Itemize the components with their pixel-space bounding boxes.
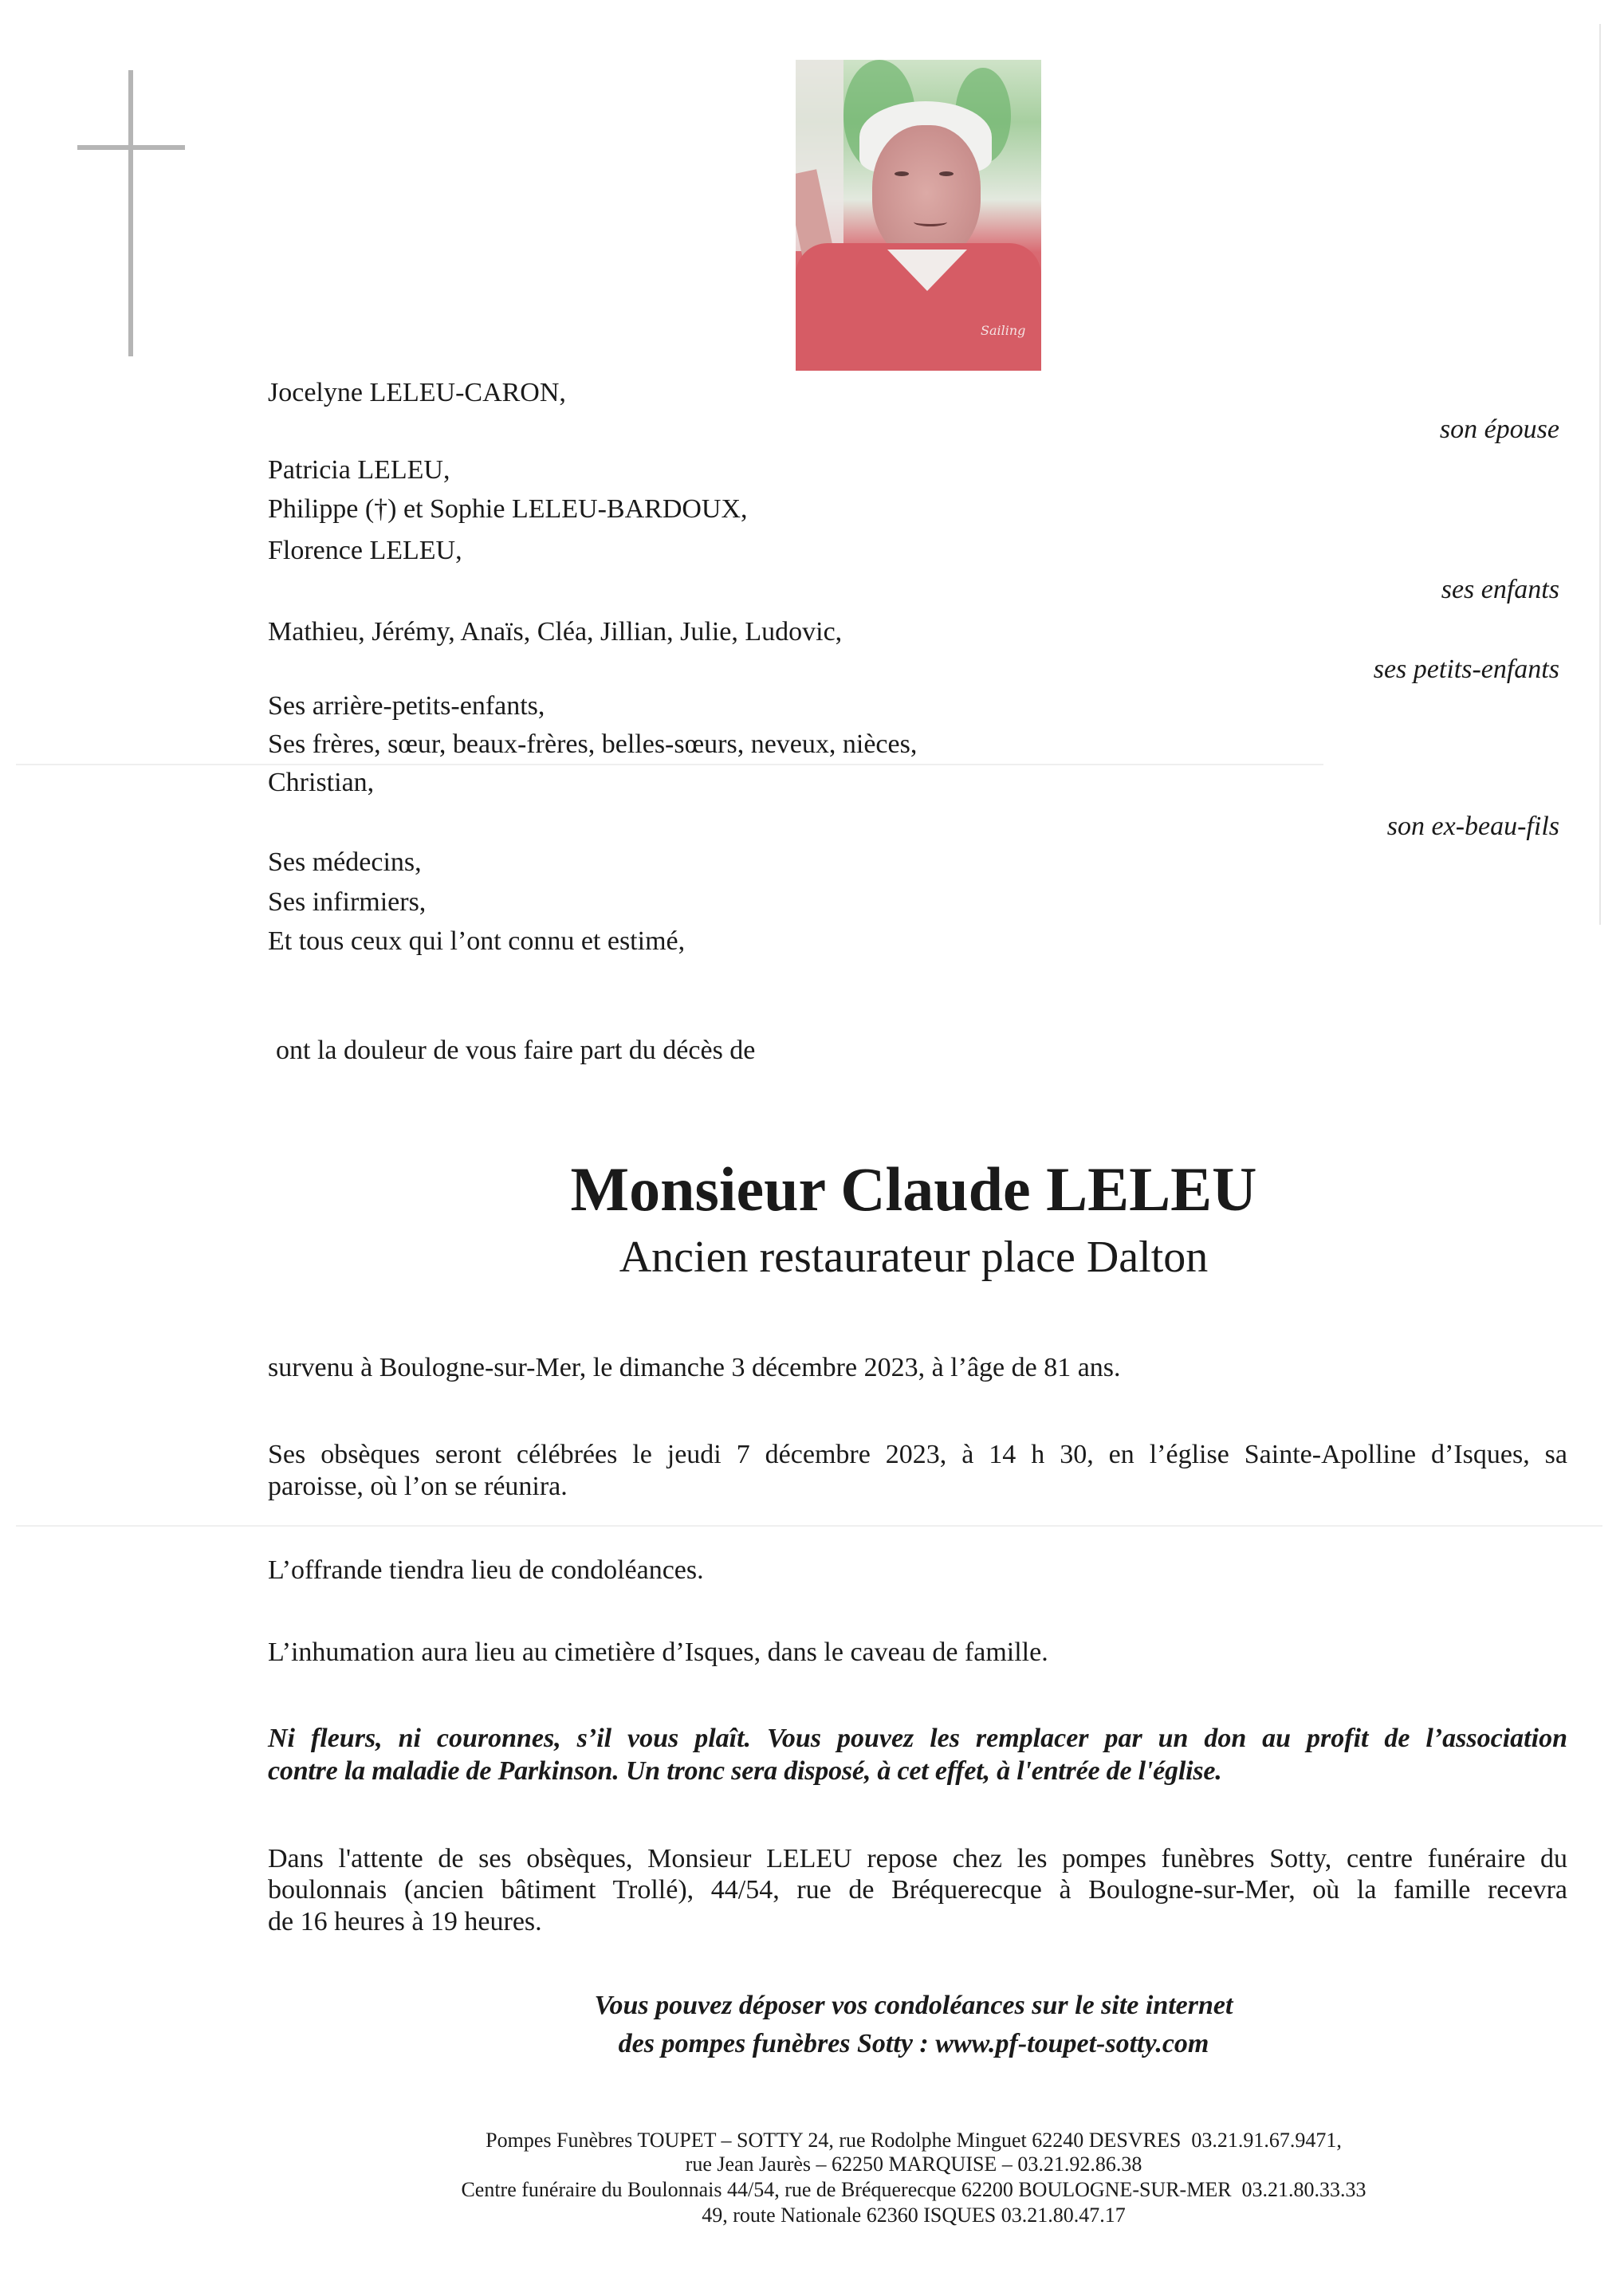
offering-note: L’offrande tiendra lieu de condoléances.: [268, 1555, 704, 1585]
relation-spouse: son épouse: [1439, 415, 1559, 444]
family-friends: Et tous ceux qui l’ont connu et estimé,: [268, 926, 686, 956]
footer-line: rue Jean Jaurès – 62250 MARQUISE – 03.21.92.86.38: [685, 2152, 1142, 2176]
deceased-name: Monsieur Claude LELEU: [570, 1154, 1257, 1224]
family-doctors: Ses médecins,: [268, 847, 422, 877]
funeral-details-line: Ses obsèques seront célébrées le jeudi 7 décembre 2023, à 14 h 30, en l’église Sainte-Apolline d’Isques, sa: [268, 1440, 1567, 1469]
flowers-note-line: Ni fleurs, ni couronnes, s’il vous plaît. Vous pouvez les remplacer par un don au profit de l’association: [268, 1724, 1567, 1753]
condolences-website: des pompes funèbres Sotty : www.pf-toupet-sotty.com: [618, 2029, 1209, 2058]
relation-grandchildren: ses petits-enfants: [1373, 655, 1559, 684]
family-ex-son-in-law: Christian,: [268, 768, 375, 797]
relation-ex-son-in-law: son ex-beau-fils: [1386, 812, 1559, 841]
rest-details-line: boulonnais (ancien bâtiment Trollé), 44/54, rue de Bréquerecque à Boulogne-sur-Mer, où la famille recevra: [268, 1875, 1567, 1905]
scan-fold-line: [16, 1525, 1602, 1527]
rest-details-line: de 16 heures à 19 heures.: [268, 1907, 542, 1936]
condolences-note-line: Vous pouvez déposer vos condoléances sur le site internet: [594, 1991, 1233, 2020]
family-spouse: Jocelyne LELEU-CARON,: [268, 378, 566, 407]
rest-details-line: Dans l'attente de ses obsèques, Monsieur LELEU repose chez les pompes funèbres Sotty, centre funéraire du: [268, 1844, 1567, 1873]
shirt-logo: Sailing: [981, 323, 1026, 338]
flowers-note-line: contre la maladie de Parkinson. Un tronc sera disposé, à cet effet, à l'entrée de l'église.: [268, 1756, 1222, 1786]
scan-edge-line: [1599, 24, 1601, 925]
family-siblings: Ses frères, sœur, beaux-frères, belles-sœurs, neveux, nièces,: [268, 729, 918, 759]
portrait-photo: [796, 60, 1041, 371]
family-grandchildren: Mathieu, Jérémy, Anaïs, Cléa, Jillian, Julie, Ludovic,: [268, 617, 843, 647]
family-great-grandchildren: Ses arrière-petits-enfants,: [268, 691, 545, 721]
footer-line: 49, route Nationale 62360 ISQUES 03.21.80.47.17: [702, 2204, 1126, 2227]
family-child: Philippe (†) et Sophie LELEU-BARDOUX,: [268, 494, 748, 524]
death-details: survenu à Boulogne-sur-Mer, le dimanche 3 décembre 2023, à l’âge de 81 ans.: [268, 1353, 1121, 1382]
family-child: Florence LELEU,: [268, 536, 462, 565]
burial-note: L’inhumation aura lieu au cimetière d’Isques, dans le caveau de famille.: [268, 1637, 1048, 1667]
footer-line: Pompes Funèbres TOUPET – SOTTY 24, rue Rodolphe Minguet 62240 DESVRES 03.21.91.67.9471,: [486, 2129, 1342, 2152]
footer-line: Centre funéraire du Boulonnais 44/54, rue de Bréquerecque 62200 BOULOGNE-SUR-MER 03.21.80.33.33: [461, 2178, 1366, 2201]
deceased-subtitle: Ancien restaurateur place Dalton: [619, 1233, 1209, 1282]
scan-fold-line: [16, 764, 1323, 765]
relation-children: ses enfants: [1441, 575, 1559, 604]
funeral-details-line: paroisse, où l’on se réunira.: [268, 1472, 568, 1501]
announcement-intro: ont la douleur de vous faire part du décès de: [276, 1036, 756, 1065]
family-child: Patricia LELEU,: [268, 455, 450, 485]
family-nurses: Ses infirmiers,: [268, 887, 427, 917]
